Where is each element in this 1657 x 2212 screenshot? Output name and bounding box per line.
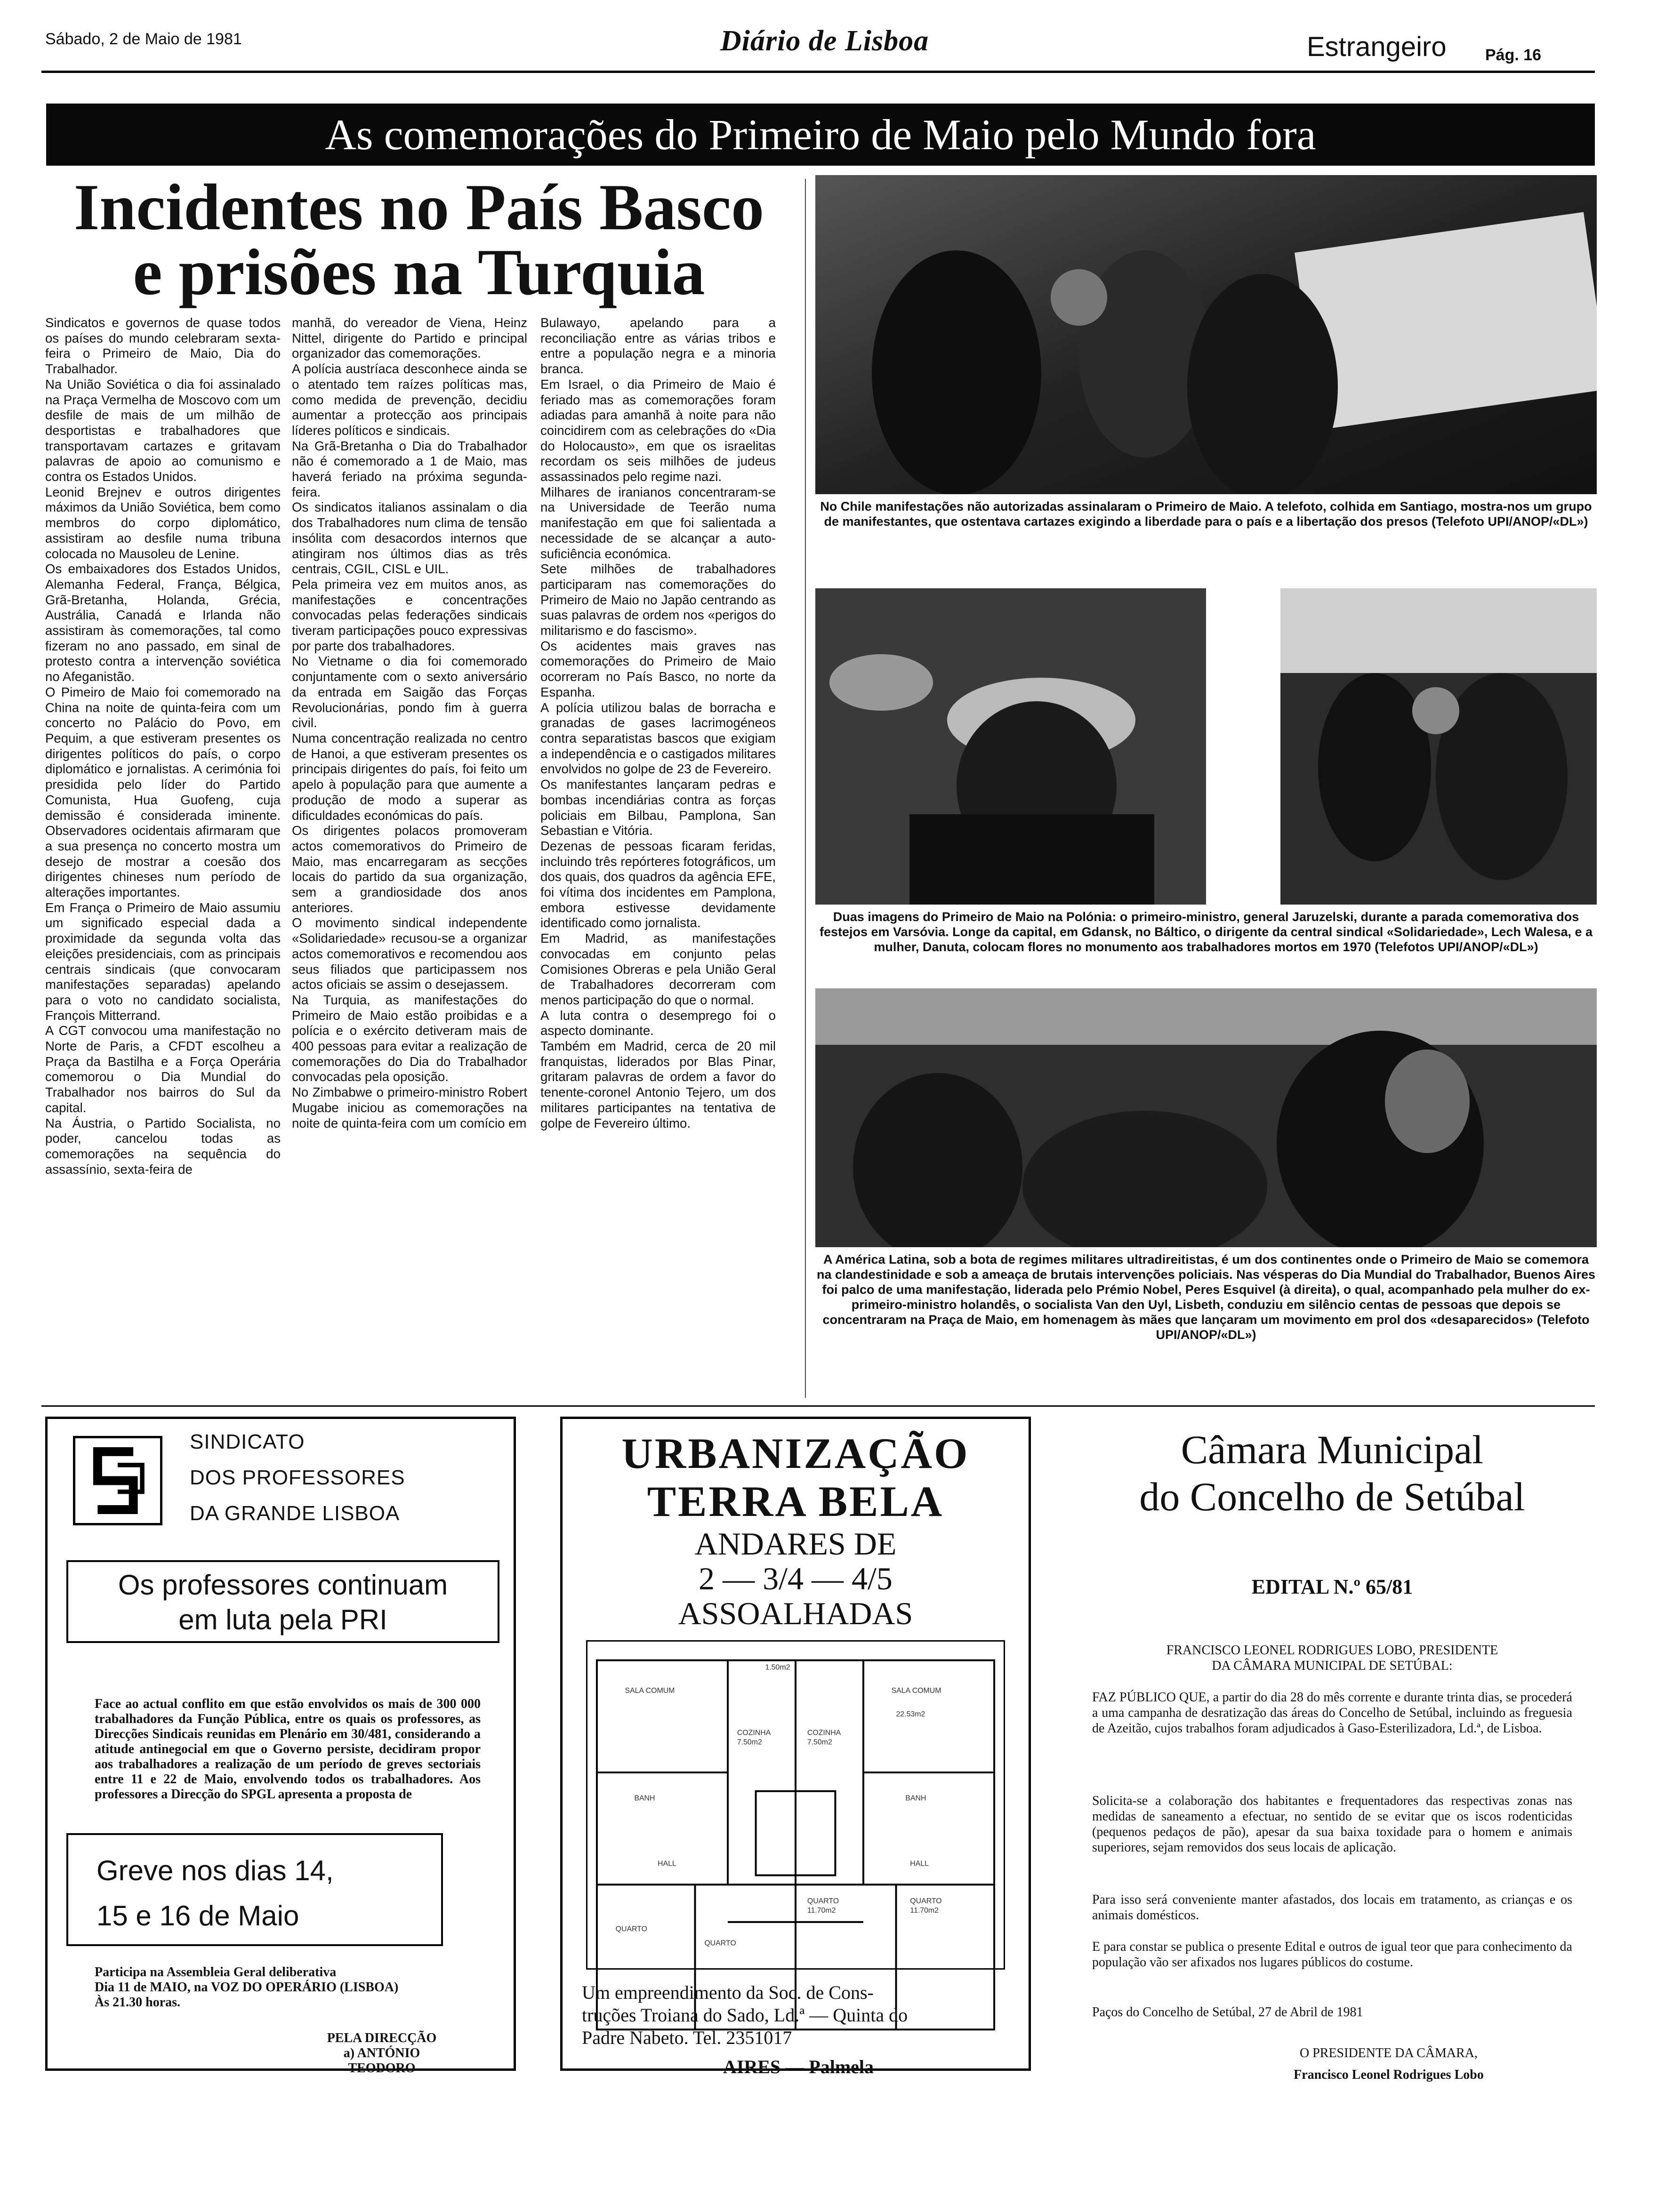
ad-setubal [1069, 1417, 1596, 2085]
terra-foot-line-2: truções Troiana do Sado, Ld.ª — Quinta do [582, 2004, 908, 2026]
terra-title-1: URBANIZAÇÃO [621, 1429, 970, 1477]
plan-label: HALL [658, 1859, 676, 1868]
plan-label: 7.50m2 [737, 1738, 762, 1747]
section-banner: As comemorações do Primeiro de Maio pelo Mundo fora [46, 104, 1595, 166]
plan-label: BANH [905, 1794, 926, 1803]
spgl-name-line-3: DA GRANDE LISBOA [190, 1502, 400, 1525]
spgl-strike-line-1: Greve nos dias 14, [97, 1855, 334, 1886]
plan-label: 11.70m2 [807, 1907, 836, 1915]
plan-label: COZINHA [807, 1729, 841, 1737]
setubal-date: Paços do Concelho de Setúbal, 27 de Abril de 1981 [1092, 2005, 1363, 2020]
plan-label: QUARTO [704, 1939, 736, 1948]
terra-sub-1: ANDARES DE [694, 1526, 897, 1562]
terra-foot-line-1: Um empreendimento da Soc. de Cons- [582, 1982, 874, 2003]
headline-line-2: e prisões na Turquia [133, 236, 705, 309]
spgl-body: Face ao actual conflito em que estão envolvidos os mais de 300 000 trabalhadores da Função Pública, entre os quais os professores, as Direcções Sindicais reunidas em Plenário em 30/481, considerando a atitude antinegocial em que o Governo persiste, decidiram propor aos trabalhadores a realização de um período de greves sectoriais entre 11 e 22 de Maio, envolvendo todos os trabalhadores. Aos professores a Direcção do SPGL apresenta a proposta de [95, 1697, 481, 1802]
setubal-edital: EDITAL N.º 65/81 [1251, 1575, 1413, 1598]
setubal-title-line-2: do Concelho de Setúbal [1139, 1474, 1525, 1519]
spgl-logo [73, 1436, 162, 1525]
spgl-strike-line-2: 15 e 16 de Maio [97, 1900, 299, 1931]
article-column-3: Bulawayo, apelando para a reconciliação entre as várias tribos e entre a população negra e a minoria branca. Em Israel, o dia Primeiro de Maio é feriado mas as comemorações foram adiadas para amanhã à noite para não coincidirem com as celebrações do «Dia do Holocausto», em que os israelitas recordam os seis milhões de judeus assassinados pelo regime nazi. Milhares de iranianos concentraram-se na Universidade de Teerão numa manifestação em que foi salientada a necessidade de se alcançar a auto-suficiência económica. Sete milhões de trabalhadores participaram nas comemorações do Primeiro de Maio no Japão centrando as suas palavras de ordem nos «perigos do militarismo e do fascismo». Os acidentes mais graves nas comemorações do Primeiro de Maio ocorreram no País Basco, no norte da Espanha. A polícia utilizou balas de borracha e granadas de gases lacrimogéneos contra separatistas bascos que exigiam a independência e o castigados militares envolvidos no golpe de 23 de Fevereiro. Os manifestantes lançaram pedras e bombas incendiárias contra as forças policiais em Bilbau, Pamplona, San Sebastian e Vitória. Dezenas de pessoas ficaram feridas, incluindo três repórteres fotográficos, um dos quais, dos quadros da agência EFE, foi vítima dos incidentes em Pamplona, embora estivesse devidamente identificado como jornalista. Em Madrid, as manifestações convocadas em conjunto pelas Comisiones Obreras e pela União Geral de Trabalhadores decorreram com menos participação do que o normal. A luta contra o desemprego foi o aspecto dominante. Também em Madrid, cerca de 20 mil franquistas, liderados por Blas Pinar, gritaram palavras de ordem a favor do tenente-coronel Antonio Tejero, um dos militares participantes na tentativa de golpe de Fevereiro último. [540, 315, 776, 1130]
spgl-name-line-1: SINDICATO [190, 1430, 305, 1453]
terra-sub-2: 2 — 3/4 — 4/5 [699, 1561, 893, 1596]
spgl-signature [311, 2031, 452, 2076]
column-divider [805, 179, 806, 1398]
caption-polonia: Duas imagens do Primeiro de Maio na Polónia: o primeiro-ministro, general Jaruzelski, durante a parada comemorativa dos festejos em Varsóvia. Longe da capital, em Gdansk, no Báltico, o dirigente da central sindical «Solidariedade», Lech Walesa, e a mulher, Danuta, colocam flores no monumento aos trabalhadores mortos em 1970 (Telefotos UPI/ANOP/«DL») [819, 910, 1593, 954]
newspaper-name: Diário de Lisboa [720, 25, 929, 57]
setubal-signature-line-1: O PRESIDENTE DA CÂMARA, [1299, 2046, 1478, 2060]
plan-label: 11.70m2 [910, 1907, 939, 1915]
setubal-signature [1247, 2043, 1530, 2086]
photo-jaruzelski [815, 588, 1206, 905]
setubal-intro-line-1: FRANCISCO LEONEL RODRIGUES LOBO, PRESIDENTE [1166, 1643, 1498, 1658]
headline-line-1: Incidentes no País Basco [73, 171, 764, 244]
spgl-assembly-line-2: Dia 11 de MAIO, na VOZ DO OPERÁRIO (LISBOA) [95, 1980, 399, 1995]
floor-plan [586, 1640, 1005, 1970]
plan-label: SALA COMUM [891, 1687, 941, 1695]
terra-footer-text [582, 1981, 1015, 2078]
plan-label: 1.50m2 [765, 1663, 790, 1672]
setubal-intro-line-2: DA CÂMARA MUNICIPAL DE SETÚBAL: [1212, 1659, 1453, 1673]
photo-chile-protest [815, 175, 1597, 494]
plan-label: HALL [910, 1859, 929, 1868]
spgl-headline-box [66, 1560, 499, 1643]
spgl-headline-line-1: Os professores continuam [118, 1569, 448, 1601]
spgl-headline-line-2: em luta pela PRI [178, 1604, 387, 1635]
plan-label: QUARTO [910, 1897, 942, 1906]
terra-sub-3: ASSOALHADAS [678, 1595, 913, 1631]
setubal-para-3: Para isso será conveniente manter afastados, dos locais em tratamento, as crianças e os animais domésticos. [1092, 1892, 1572, 1923]
setubal-para-2: Solicita-se a colaboração dos habitantes e frequentadores das respectivas zonas nas medidas de saneamento a efectuar, no sentido de se evitar que os iscos rodenticidas (pequenos pedaços de pão), apesar da sua baixa toxidade para o homem e animais superiores, sejam removidos dos seus locais de aplicação. [1092, 1794, 1572, 1855]
section-name: Estrangeiro [1307, 32, 1447, 62]
spgl-assembly [95, 1965, 398, 2010]
plan-label: SALA COMUM [625, 1687, 675, 1695]
setubal-para-1: FAZ PÚBLICO QUE, a partir do dia 28 do mês corrente e durante trinta dias, se procederá a uma campanha de desratização das áreas do Concelho de Setúbal, incluindo as freguesia de Azeitão, cujos trabalhos foram adjudicados à Gaso-Esterilizadora, Ld.ª, de Lisboa. [1092, 1690, 1572, 1736]
plan-label: QUARTO [615, 1925, 647, 1933]
setubal-para-4: E para constar se publica o presente Edital e outros de igual teor que para conhecimento da população vão ser afixados nos lugares públicos do costume. [1092, 1940, 1572, 1970]
plan-label: BANH [634, 1794, 655, 1803]
setubal-title-line-1: Câmara Municipal [1181, 1427, 1484, 1472]
photo-walesa-gdansk [1280, 588, 1597, 905]
ad-terra-bela [560, 1417, 1031, 2071]
article-column-1: Sindicatos e governos de quase todos os países do mundo celebraram sexta-feira o Primeiro de Maio, Dia do Trabalhador. Na União Soviética o dia foi assinalado na Praça Vermelha de Moscovo com um desfile de mais de um milhão de desportistas e trabalhadores que transportavam cartazes e gritavam palavras de apoio ao comunismo e contra os Estados Unidos. Leonid Brejnev e outros dirigentes máximos da União Soviética, bem como membros do corpo diplomático, assistiram ao desfile numa tribuna colocada no Mausoleu de Lenine. Os embaixadores dos Estados Unidos, Alemanha Federal, França, Bélgica, Grã-Bretanha, Holanda, Grécia, Austrália, Canadá e Irlanda não assistiram às comemorações, tal como fizeram no ano passado, em sinal de protesto contra a intervenção soviética no Afeganistão. O Pimeiro de Maio foi comemorado na China na noite de quinta-feira com um concerto no Palácio do Povo, em Pequim, a que estiveram presentes os dirigentes políticos do país, o corpo diplomático e jornalistas. A cerimónia foi presidida pelo líder do Partido Comunista, Hua Guofeng, cuja demissão é considerada iminente. Observadores ocidentais afirmaram que a sua presença no concerto mostra um desejo de mostrar a coesão dos dirigentes chineses num período de alterações importantes. Em França o Primeiro de Maio assumiu um significado especial dada a proximidade da segunda volta das eleições presidenciais, com as principais centrais sindicais (que convocaram manifestações separadas) apelando para o voto no candidato socialista, François Mitterrand. A CGT convocou uma manifestação no Norte de Paris, a CFDT escolheu a Praça da Bastilha e a Força Operária comemorou o Dia Mundial do Trabalhador nos bairros do Sul da capital. Na Áustria, o Partido Socialista, no poder, cancelou todas as comemorações na sequência do assassínio, sexta-feira de [45, 315, 281, 1177]
spgl-signature-line-1: PELA DIRECÇÃO [327, 2031, 437, 2045]
spgl-name-line-2: DOS PROFESSORES [190, 1466, 405, 1489]
caption-chile: No Chile manifestações não autorizadas assinalaram o Primeiro de Maio. A telefoto, colhida em Santiago, mostra-nos um grupo de manifestantes, que ostentava cartazes exigindo a liberdade para o país e a libertação dos presos (Telefoto UPI/ANOP/«DL») [820, 499, 1592, 529]
issue-date: Sábado, 2 de Maio de 1981 [45, 30, 242, 48]
plan-label: 22.53m2 [896, 1710, 925, 1718]
terra-foot-line-4: AIRES — Palmela [723, 2056, 874, 2077]
caption-america-latina: A América Latina, sob a bota de regimes militares ultradireitistas, é um dos continentes onde o Primeiro de Maio se comemora na clandestinidade e sob a ameaça de brutais intervenções policiais. Nas vésperas do Dia Mundial do Trabalhador, Buenos Aires foi palco de uma manifestação, liderada pelo Prémio Nobel, Peres Esquivel (à direita), o qual, acompanhado pela mulher do ex-primeiro-ministro holandês, o socialista Van den Uyl, Lisbeth, conduziu em silêncio centas de pessoas que depois se concentraram na Praça de Maio, em homenagem às mães que lançaram um movimento em prol dos «desaparecidos» (Telefoto UPI/ANOP/«DL») [816, 1252, 1596, 1342]
plan-label: COZINHA [737, 1729, 771, 1737]
spgl-strike-box [66, 1833, 443, 1946]
spgl-signature-line-2: a) ANTÓNIO TEODORO [343, 2046, 420, 2076]
setubal-intro [1092, 1643, 1572, 1674]
article-column-2: manhã, do vereador de Viena, Heinz Nittel, dirigente do Partido e principal organizador das comemorações. A polícia austríaca desconhece ainda se o atentado tem raízes políticas mas, como medida de prevenção, decidiu aumentar a protecção aos principais líderes políticos e sindicais. Na Grã-Bretanha o Dia do Trabalhador não é comemorado a 1 de Maio, mas haverá feriado na próxima segunda-feira. Os sindicatos italianos assinalam o dia dos Trabalhadores num clima de tensão insólita com desacordos internos que atingiram nos últimos dias as três centrais, CGIL, CISL e UIL. Pela primeira vez em muitos anos, as manifestações e concentrações convocadas pelas federações sindicais tiveram participações pouco expressivas por parte dos trabalhadores. No Vietname o dia foi comemorado conjuntamente com o sexto aniversário da entrada em Saigão das Forças Revolucionárias, pondo fim à guerra civil. Numa concentração realizada no centro de Hanoi, a que estiveram presentes os principais dirigentes do país, foi feito um apelo à população para que aumente a produção de modo a superar as dificuldades económicas do país. Os dirigentes polacos promoveram actos comemorativos do Primeiro de Maio, mas encarregaram as secções locais do partido da sua organização, sem a grandiosidade dos anos anteriores. O movimento sindical independente «Solidariedade» recusou-se a organizar actos comemorativos e recomendou aos seus filiados que participassem nos actos oficiais se assim o desejassem. Na Turquia, as manifestações do Primeiro de Maio estão proibidas e a polícia e o exército detiveram mais de 400 pessoas para evitar a realização de comemorações do Dia do Trabalhador convocadas pela oposição. No Zimbabwe o primeiro-ministro Robert Mugabe iniciou as comemorações na noite de quinta-feira com um comício em [292, 315, 527, 1130]
plan-label: QUARTO [807, 1897, 839, 1906]
setubal-title [1069, 1426, 1596, 1520]
spgl-assembly-line-1: Participa na Assembleia Geral deliberativa [95, 1965, 337, 1980]
header-rule [41, 71, 1595, 73]
plan-label: 7.50m2 [807, 1738, 832, 1747]
article-headline [42, 171, 796, 309]
spgl-assembly-line-3: Às 21.30 horas. [95, 1995, 181, 2010]
page-number: Pág. 16 [1485, 46, 1542, 64]
photo-buenos-aires [815, 988, 1597, 1247]
terra-foot-line-3: Padre Nabeto. Tel. 2351017 [582, 2027, 792, 2048]
ads-rule [41, 1405, 1595, 1407]
setubal-signature-line-2: Francisco Leonel Rodrigues Lobo [1294, 2068, 1484, 2082]
ad-spgl [45, 1417, 516, 2076]
terra-title-2: TERRA BELA [647, 1477, 944, 1525]
